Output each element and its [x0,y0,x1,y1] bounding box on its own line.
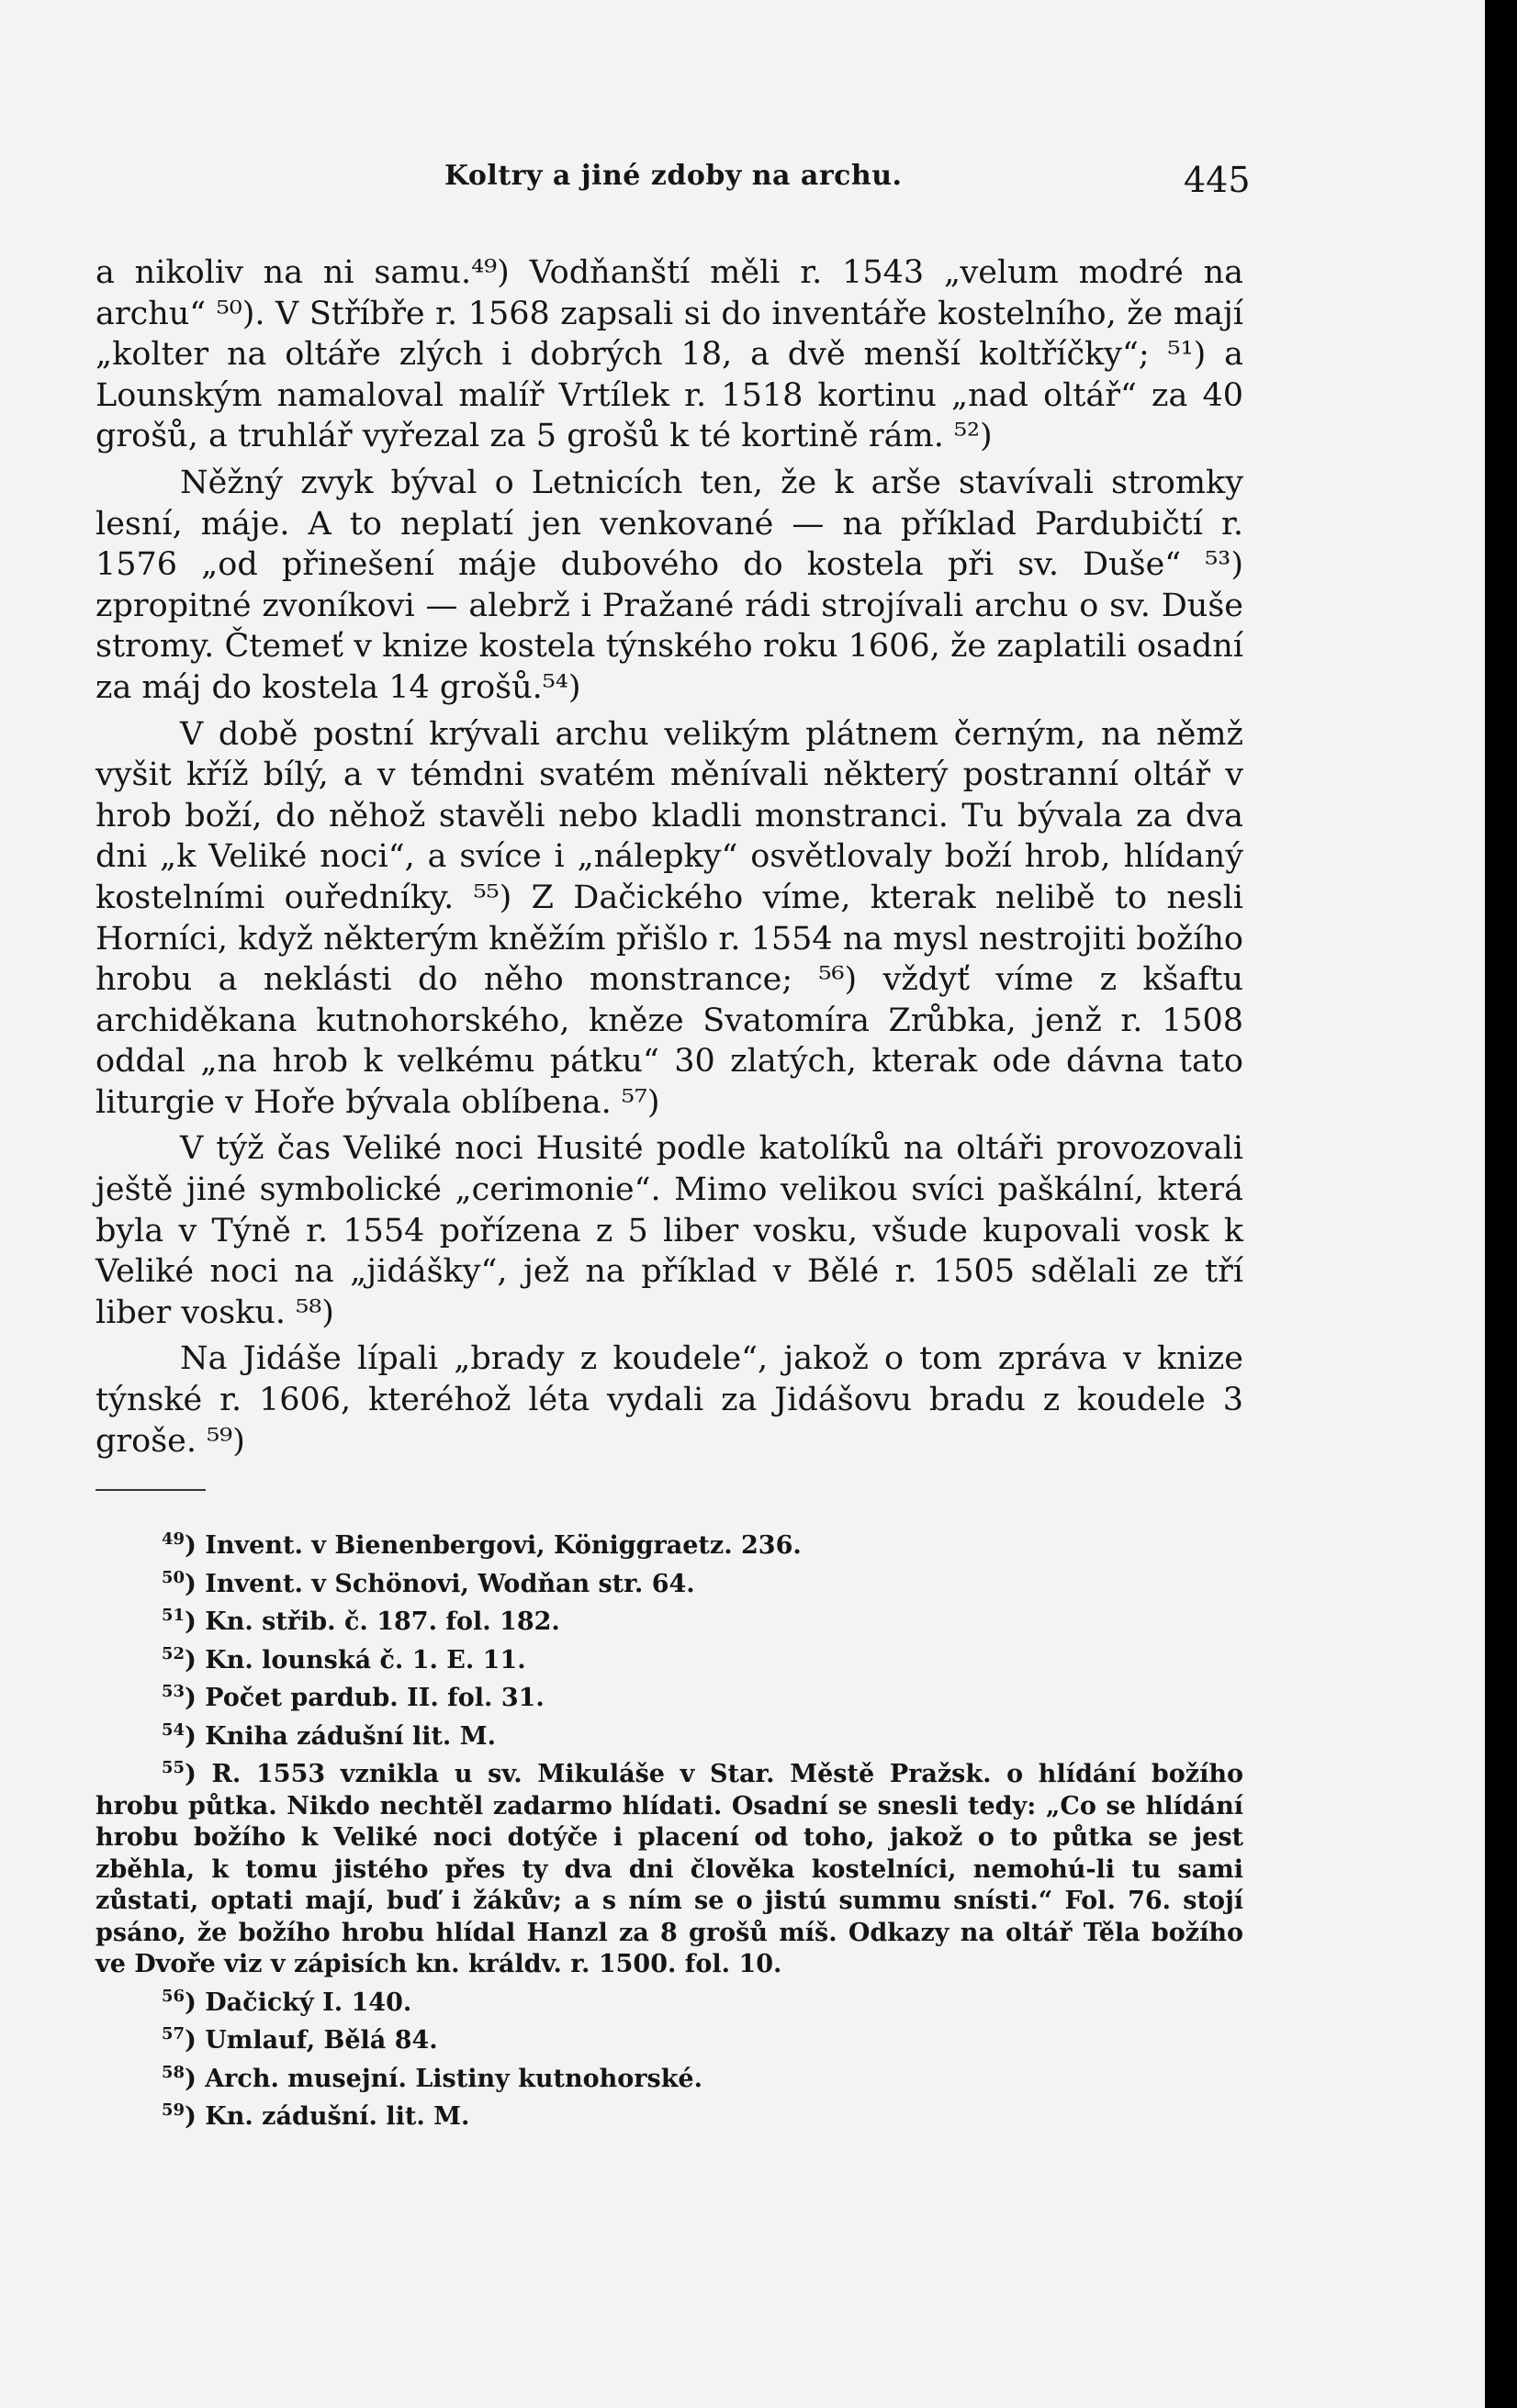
footnote-text: ) Invent. v Bienenbergovi, Königgraetz. 236. [185,1531,802,1560]
paragraph-2: Něžný zvyk býval o Letnicích ten, že k arše stavívali stromky lesní, máje. A to neplatí jen venkované — na příklad Pardubičtí r. 1576 „od přinešení máje dubového do kostela při sv. Duše“ ⁵³) zpropitné zvoníkovi — alebrž i Pražané rádi strojívali archu o sv. Duše stromy. Čtemeť v knize kostela týnského roku 1606, že zaplatili osadní za máj do kostela 14 grošů.⁵⁴) [96,464,1243,706]
footnote-text: ) Kniha zádušní lit. M. [185,1721,497,1751]
footnote-mark: 52 [162,1643,185,1663]
footnote-text: ) Umlauf, Bělá 84. [185,2026,438,2055]
main-text [96,252,1243,1462]
footnote-mark: 51 [162,1606,185,1625]
footnote-mark: 54 [162,1719,185,1740]
footnote [96,1753,1243,1981]
footnote-text: ) Dačický I. 140. [185,1988,412,2017]
footnote [96,2057,1243,2096]
footnote [96,1639,1243,1677]
footnote-mark: 57 [162,2024,185,2044]
footnote [96,1981,1243,2020]
footnote-text: ) Počet pardub. II. fol. 31. [185,1684,545,1712]
footnote [96,1676,1243,1715]
footnote [96,2019,1243,2057]
paragraph-1: a nikoliv na ni samu.⁴⁹) Vodňanští měli r. 1543 „velum modré na archu“ ⁵⁰). V Stříbře r. 1568 zapsali si do inventáře kostelního, že mají „kolter na oltáře zlých i dobrých 18, a dvě menší koltříčky“; ⁵¹) a Lounským namaloval malíř Vrtílek r. 1518 kortinu „nad oltář“ za 40 grošů, a truhlář vyřezal za 5 grošů k té kortině rám. ⁵²) [96,254,1243,455]
footnote-text: ) Kn. střib. č. 187. fol. 182. [185,1607,560,1636]
footnote-text: ) Kn. zádušní. lit. M. [185,2102,470,2131]
footnote-mark: 59 [162,2100,185,2120]
footnote [96,1600,1243,1639]
footnotes [96,1524,1243,2134]
footnote [96,1562,1243,1601]
footnote-text: ) R. 1553 vznikla u sv. Mikuláše v Star. Městě Pražsk. o hlídání božího hrobu půtka. Nikdo nechtěl zadarmo hlídati. Osadní se snesli tedy: „Co se hlídání hrobu božího k Veliké noci dotýče i placení od toho, jakož o to půtka se jest zběhla, k tomu jistého přes ty dva dni člověka kostelníci, nemohú-li tu sami zůstati, optati mají, buď i žákův; a s ním se o jistú summu snísti.“ Fol. 76. stojí psáno, že božího hrobu hlídal Hanzl za 8 grošů míš. Odkazy na oltář Těla božího ve Dvoře viz v zápisích kn. králdv. r. 1500. fol. 10. [96,1760,1243,1978]
footnote-mark: 56 [162,1986,185,2006]
footnote-text: ) Kn. lounská č. 1. E. 11. [185,1645,526,1674]
footnote-separator [96,1489,206,1491]
footnote-mark: 50 [162,1567,185,1587]
footnote-mark: 53 [162,1682,185,1701]
paragraph-5: Na Jidáše lípali „brady z koudele“, jakož o tom zpráva v knize týnské r. 1606, kteréhož léta vydali za Jidášovu bradu z koudele 3 groše. ⁵⁹) [96,1340,1243,1460]
footnote-mark: 58 [162,2062,185,2082]
paragraph-4: V týž čas Veliké noci Husité podle katolíků na oltáři provozovali ještě jiné symbolické „cerimonie“. Mimo velikou svíci paškální, která byla v Týně r. 1554 pořízena z 5 liber vosku, všude kupovali vosk k Veliké noci na „jidášky“, jež na příklad v Bělé r. 1505 sdělali ze tří liber vosku. ⁵⁸) [96,1130,1243,1331]
running-title: Koltry a jiné zdoby na archu. [444,160,903,192]
footnote-text: ) Invent. v Schönovi, Wodňan str. 64. [185,1569,695,1598]
paragraph-3: V době postní krývali archu velikým plátnem černým, na němž vyšit kříž bílý, a v témdni svatém měnívali některý postranní oltář v hrob boží, do něhož stavěli nebo kladli monstranci. Tu bývala za dva dni „k Veliké noci“, a svíce i „nálepky“ osvětlovaly boží hrob, hlídaný kostelními ouředníky. ⁵⁵) Z Dačického víme, kterak nelibě to nesli Horníci, když některým kněžím přišlo r. 1554 na mysl nestrojiti božího hrobu a neklásti do něho monstrance; ⁵⁶) vždyť víme z kšaftu archiděkana kutnohorského, kněze Svatomíra Zrůbka, jenž r. 1508 oddal „na hrob k velkému pátku“ 30 zlatých, kterak ode dávna tato liturgie v Hoře bývala oblíbena. ⁵⁷) [96,715,1243,1121]
footnote-text: ) Arch. musejní. Listiny kutnohorské. [185,2064,703,2093]
page-number: 445 [1184,160,1251,200]
footnote [96,1715,1243,1753]
page-header [0,147,1485,202]
footnote [96,1524,1243,1562]
footnote-mark: 55 [162,1758,185,1777]
footnote-mark: 49 [162,1529,185,1549]
footnote [96,2095,1243,2134]
